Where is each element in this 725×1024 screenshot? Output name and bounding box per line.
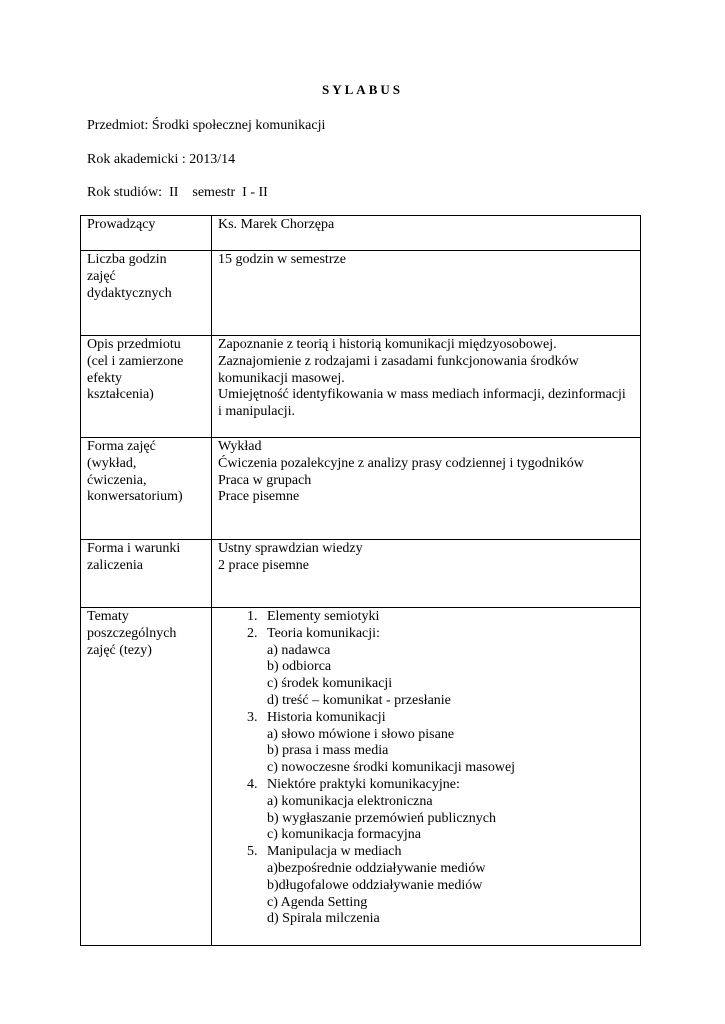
academic-year-line: Rok akademicki : 2013/14: [87, 152, 236, 167]
list-item: [261, 609, 634, 626]
form-value: [212, 438, 641, 540]
table-row-topics: [81, 608, 641, 946]
credit-line: 2 prace pisemne: [218, 557, 309, 573]
topics-label: [81, 608, 212, 946]
description-line: komunikacji masowej.: [218, 370, 345, 386]
teacher-value: [212, 216, 641, 251]
credit-label-line: Forma i warunki: [87, 541, 181, 556]
subtopic: c) środek komunikacji: [267, 676, 393, 692]
form-label-line: ćwiczenia,: [87, 472, 147, 488]
subtopic: d) treść – komunikat - przesłanie: [267, 692, 451, 708]
subtopic: b) prasa i mass media: [267, 743, 389, 759]
description-label-line: efekty: [87, 370, 122, 386]
subtopic: c) komunikacja formacyjna: [267, 827, 421, 843]
subtopic: b) odbiorca: [267, 659, 332, 675]
subtopic: c) Agenda Setting: [267, 894, 368, 910]
credit-label-line: zaliczenia: [87, 557, 143, 573]
description-line: Zapoznanie z teorią i historią komunikacji międzyosobowej.: [218, 337, 557, 352]
study-year-line: Rok studiów: II semestr I - II: [87, 185, 268, 200]
subtopic: a)bezpośrednie oddziaływanie mediów: [267, 860, 486, 876]
list-item: [261, 626, 634, 710]
subtopic: c) nowoczesne środki komunikacji masowej: [267, 760, 516, 776]
table-row-form: [81, 438, 641, 540]
description-label-line: kształcenia): [87, 387, 154, 403]
topic-title: Niektóre praktyki komunikacyjne:: [267, 776, 460, 792]
subtopic: a) słowo mówione i słowo pisane: [267, 726, 455, 742]
hours-label: [81, 251, 212, 336]
form-label-line: Forma zajęć: [87, 439, 156, 454]
teacher-label: [81, 216, 212, 251]
description-label-line: (cel i zamierzone: [87, 353, 184, 369]
description-line: Zaznajomienie z rodzajami i zasadami funkcjonowania środków: [218, 353, 579, 369]
description-label: [81, 336, 212, 438]
table-row-teacher: [81, 216, 641, 251]
hours-value: [212, 251, 641, 336]
credit-line: Ustny sprawdzian wiedzy: [218, 541, 363, 556]
hours-label-line: dydaktycznych: [87, 285, 172, 301]
subtopic: a) nadawca: [267, 642, 331, 658]
teacher-label-text: Prowadzący: [87, 217, 156, 232]
syllabus-table: [80, 215, 641, 946]
document-title: SYLABUS: [322, 82, 403, 97]
description-line: Umiejętność identyfikowania w mass mediach informacji, dezinformacji: [218, 387, 626, 403]
topic-title: Manipulacja w mediach: [267, 844, 402, 860]
table-row-credit: [81, 540, 641, 608]
topic-title: Historia komunikacji: [267, 709, 386, 725]
list-item: [261, 844, 634, 928]
form-line: Wykład: [218, 439, 262, 454]
hours-label-line: zajęć: [87, 268, 116, 284]
teacher-name: Ks. Marek Chorzępa: [218, 217, 335, 232]
description-label-line: Opis przedmiotu: [87, 337, 181, 352]
form-line: Prace pisemne: [218, 489, 300, 505]
subtopic: b) wygłaszanie przemówień publicznych: [267, 810, 496, 826]
hours-value-text: 15 godzin w semestrze: [218, 252, 346, 267]
table-row-hours: [81, 251, 641, 336]
subtopic: d) Spirala milczenia: [267, 911, 380, 927]
topics-label-line: poszczególnych: [87, 625, 177, 641]
form-label: [81, 438, 212, 540]
description-line: i manipulacji.: [218, 404, 295, 420]
topics-label-line: zajęć (tezy): [87, 642, 152, 658]
subtopic: b)długofalowe oddziaływanie mediów: [267, 877, 483, 893]
form-label-line: konwersatorium): [87, 489, 183, 505]
topics-value: [212, 608, 641, 946]
hours-label-line: Liczba godzin: [87, 252, 167, 267]
form-label-line: (wykład,: [87, 455, 137, 471]
credit-value: [212, 540, 641, 608]
topic-title: Elementy semiotyki: [267, 609, 380, 624]
list-item: [261, 777, 634, 844]
credit-label: [81, 540, 212, 608]
form-line: Praca w grupach: [218, 472, 312, 488]
form-line: Ćwiczenia pozalekcyjne z analizy prasy codziennej i tygodników: [218, 455, 584, 471]
subject-line: Przedmiot: Środki społecznej komunikacji: [87, 118, 326, 133]
list-item: [261, 710, 634, 777]
topics-list: [218, 609, 634, 928]
table-row-description: [81, 336, 641, 438]
description-value: [212, 336, 641, 438]
subtopic: a) komunikacja elektroniczna: [267, 793, 433, 809]
topic-title: Teoria komunikacji:: [267, 625, 380, 641]
topics-label-line: Tematy: [87, 609, 129, 624]
